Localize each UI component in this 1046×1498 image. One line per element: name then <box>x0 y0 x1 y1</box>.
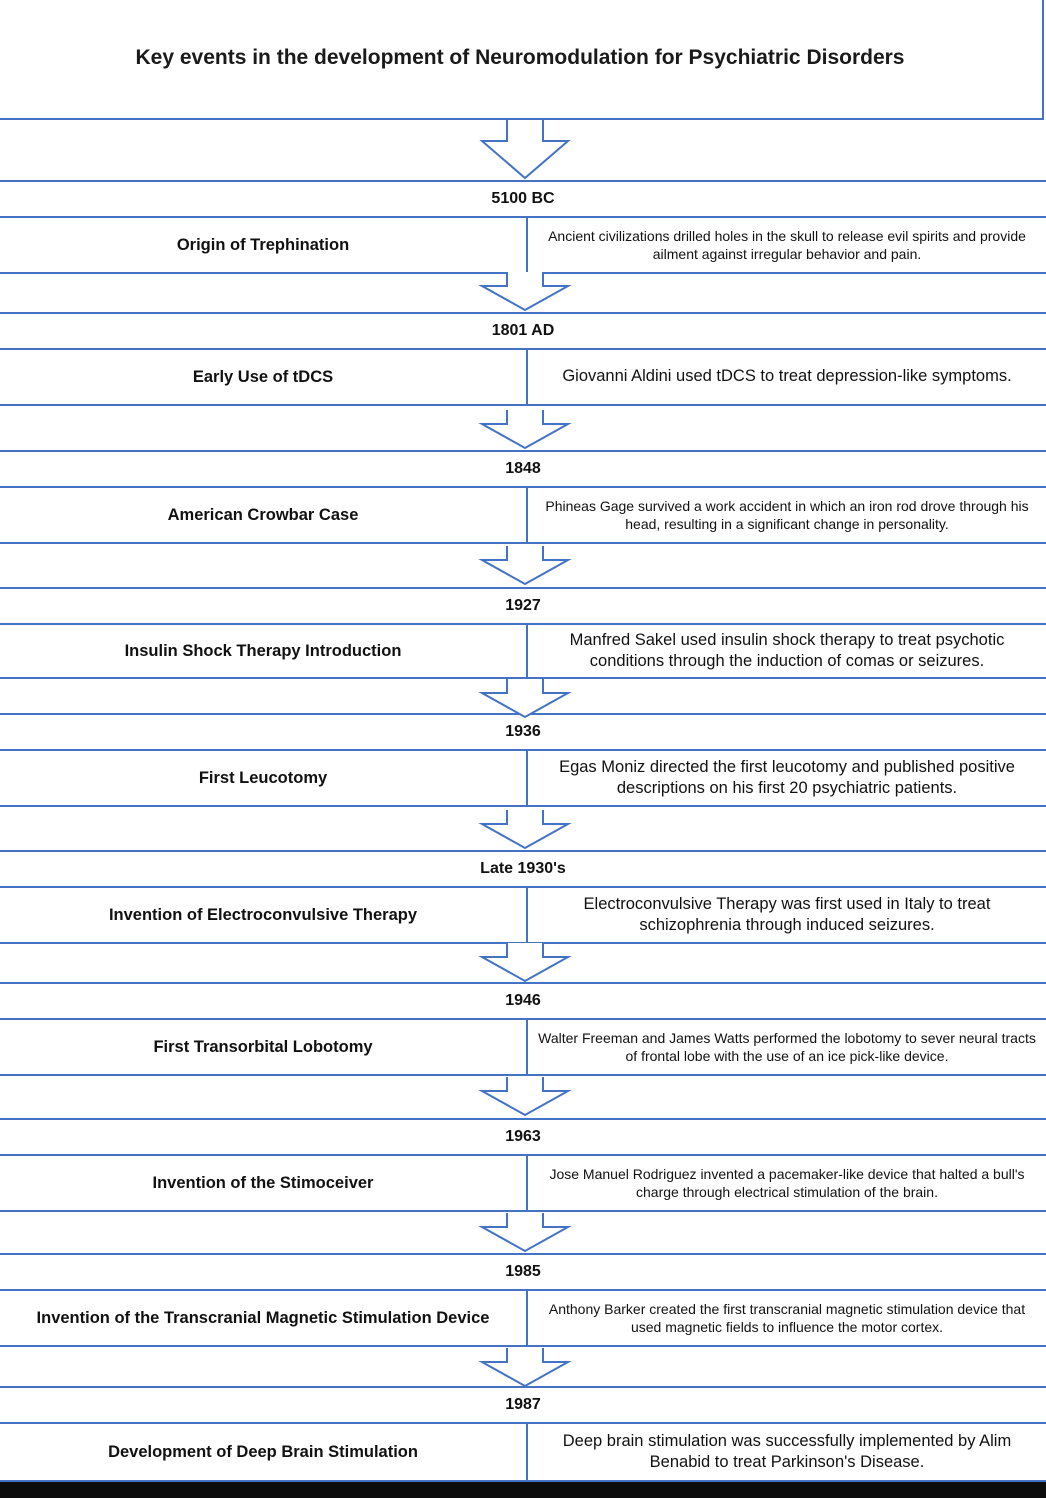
event-row <box>0 1020 1046 1076</box>
down-arrow-icon <box>470 679 580 719</box>
event-row <box>0 1291 1046 1347</box>
event-description: Phineas Gage survived a work accident in which an iron rod drove through his head, resulting in a significant change in personality. <box>526 488 1046 542</box>
event-row <box>0 1156 1046 1212</box>
event-name: American Crowbar Case <box>167 505 359 524</box>
event-year: 1936 <box>0 713 1046 751</box>
down-arrow-icon <box>470 546 580 586</box>
down-arrow-icon <box>470 1348 580 1388</box>
diagram-title: Key events in the development of Neuromodulation for Psychiatric Disorders <box>135 46 905 69</box>
down-arrow-icon <box>470 120 580 180</box>
event-description: Manfred Sakel used insulin shock therapy to treat psychotic conditions through the induction of comas or seizures. <box>526 625 1046 677</box>
event-year: 1848 <box>0 450 1046 488</box>
event-description: Deep brain stimulation was successfully implemented by Alim Benabid to treat Parkinson's Disease. <box>526 1424 1046 1480</box>
event-name: Insulin Shock Therapy Introduction <box>124 641 402 660</box>
down-arrow-icon <box>470 1213 580 1253</box>
event-description: Anthony Barker created the first transcranial magnetic stimulation device that used magnetic fields to influence the motor cortex. <box>526 1291 1046 1345</box>
event-description: Ancient civilizations drilled holes in the skull to release evil spirits and provide ailment against irregular behavior and pain. <box>526 218 1046 272</box>
event-name: Origin of Trephination <box>176 235 350 254</box>
event-name: Early Use of tDCS <box>192 367 334 386</box>
event-row <box>0 1424 1046 1482</box>
event-name: Invention of Electroconvulsive Therapy <box>108 905 418 924</box>
event-name: First Leucotomy <box>198 768 328 787</box>
event-year: 1801 AD <box>0 312 1046 350</box>
event-year: 1927 <box>0 587 1046 625</box>
event-name: Invention of the Transcranial Magnetic Stimulation Device <box>36 1308 490 1327</box>
bottom-bar <box>0 1482 1046 1498</box>
down-arrow-icon <box>470 272 580 312</box>
event-year: 1963 <box>0 1118 1046 1156</box>
down-arrow-icon <box>470 410 580 450</box>
event-row <box>0 218 1046 274</box>
event-row <box>0 488 1046 544</box>
event-row <box>0 625 1046 679</box>
event-row <box>0 350 1046 406</box>
event-name: Invention of the Stimoceiver <box>152 1173 374 1192</box>
event-name: Development of Deep Brain Stimulation <box>108 1442 418 1461</box>
event-description: Egas Moniz directed the first leucotomy and published positive descriptions on his first 20 psychiatric patients. <box>526 751 1046 805</box>
event-year: 5100 BC <box>0 180 1046 218</box>
event-description: Jose Manuel Rodriguez invented a pacemaker-like device that halted a bull's charge through electrical stimulation of the brain. <box>526 1156 1046 1210</box>
event-description: Walter Freeman and James Watts performed the lobotomy to sever neural tracts of frontal lobe with the use of an ice pick-like device. <box>526 1020 1046 1074</box>
down-arrow-icon <box>470 943 580 983</box>
event-description: Giovanni Aldini used tDCS to treat depression-like symptoms. <box>526 350 1046 404</box>
event-year: Late 1930's <box>0 850 1046 888</box>
event-row <box>0 888 1046 944</box>
event-name: First Transorbital Lobotomy <box>153 1037 373 1056</box>
event-year: 1987 <box>0 1386 1046 1424</box>
event-year: 1985 <box>0 1253 1046 1291</box>
down-arrow-icon <box>470 810 580 850</box>
title-box <box>0 0 1044 120</box>
down-arrow-icon <box>470 1077 580 1117</box>
event-description: Electroconvulsive Therapy was first used in Italy to treat schizophrenia through induced seizures. <box>526 888 1046 942</box>
event-row <box>0 751 1046 807</box>
event-year: 1946 <box>0 982 1046 1020</box>
